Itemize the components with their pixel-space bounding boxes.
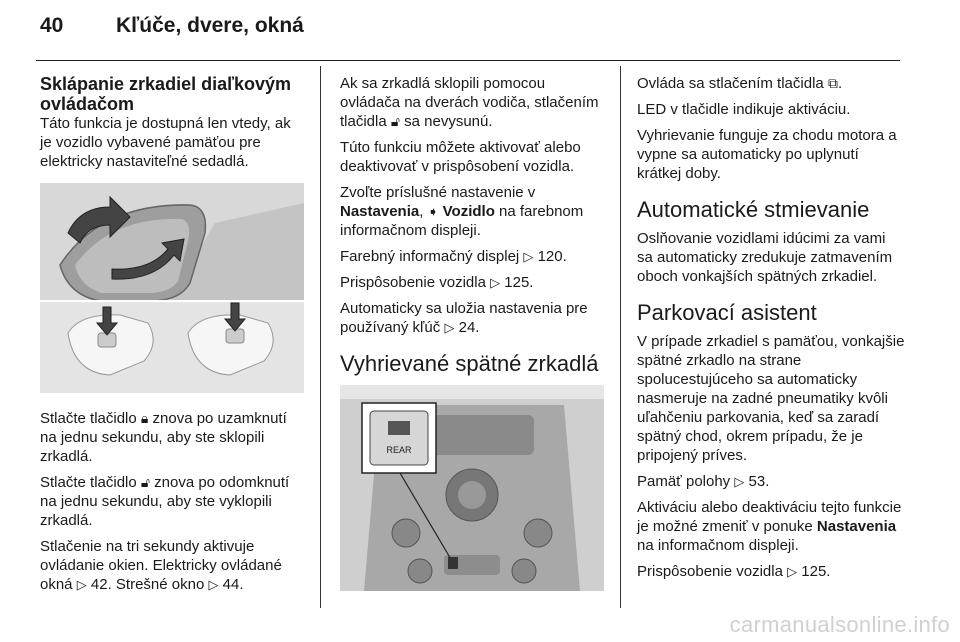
paragraph-customization: Túto funkciu môžete aktivovať alebo deaktivovať v prispôsobení vozidla.	[340, 139, 581, 175]
paragraph-settings-menu: Aktiváciu alebo deaktiváciu tejto funkcie je možné zmeniť v ponuke Nastavenia na informačnom displeji.	[637, 499, 902, 554]
header-rule	[36, 60, 900, 61]
page-number: 40	[40, 14, 64, 37]
unlock-icon: 🔓︎	[140, 474, 150, 490]
section-heading-parking-assist: Parkovací asistent	[637, 300, 817, 325]
page-ref[interactable]: 120	[537, 248, 563, 265]
paragraph-ref-display: Farebný informačný displej ▷ 120.	[340, 248, 567, 265]
page-ref-icon: ▷	[490, 275, 501, 290]
paragraph-heating: Vyhrievanie funguje za chodu motora a vypne sa automaticky po uplynutí krátkej doby.	[637, 127, 897, 182]
paragraph-ref-custom: Prispôsobenie vozidla ▷ 125.	[637, 563, 831, 580]
paragraph-parking: V prípade zrkadiel s pamäťou, vonkajšie spätné zrkadlo na strane spolucestujúceho sa automaticky nasmeruje na zadné pneumatiky kvôli uľahčeniu parkovania, keď sa zaradí spätný chod, okrem prípadu, že je pripojený príves.	[637, 333, 905, 464]
page-ref-icon: ▷	[208, 577, 219, 592]
paragraph-button: Ovláda sa stlačením tlačidla ⧉.	[637, 75, 843, 92]
lock-icon: 🔒︎	[140, 410, 149, 426]
menu-arrow-icon: ➧	[427, 204, 439, 219]
watermark: carmanualsonline.info	[729, 612, 950, 637]
page-ref[interactable]: 24	[458, 319, 476, 336]
unlock-icon: 🔓︎	[390, 113, 400, 129]
page-ref[interactable]: 125	[801, 563, 827, 580]
intro-paragraph: Táto funkcia je dostupná len vtedy, ak je vozidlo vybavené pamäťou pre elektricky nastaviteľné sedadlá.	[40, 115, 291, 170]
page-ref-icon: ▷	[787, 564, 798, 579]
rear-label: REAR	[386, 445, 412, 455]
page-ref-icon: ▷	[76, 577, 87, 592]
chapter-title: Kľúče, dvere, okná	[116, 14, 304, 37]
page-ref-icon: ▷	[444, 320, 455, 335]
page-ref[interactable]: 125	[504, 274, 530, 291]
paragraph-door-control: Ak sa zrkadlá sklopili pomocou ovládača na dverách vodiča, stlačením tlačidla 🔓︎ sa nevysunú.	[340, 75, 599, 130]
section-heading-heated-mirrors: Vyhrievané spätné zrkadlá	[340, 351, 599, 376]
section-heading-auto-dimming: Automatické stmievanie	[637, 197, 870, 222]
column-3	[637, 74, 905, 588]
column-1	[40, 74, 306, 601]
paragraph-windows: Stlačenie na tri sekundy aktivuje ovládanie okien. Elektricky ovládané okná ▷ 42. Strešné okno ▷ 44.	[40, 538, 282, 593]
page-ref-icon: ▷	[734, 474, 745, 489]
section-heading-mirror-fold: Sklápanie zrkadiel diaľkovým ovládačom	[40, 74, 292, 114]
rear-heat-icon: ⧉	[827, 75, 838, 91]
paragraph-ref-custom: Prispôsobenie vozidla ▷ 125.	[340, 274, 534, 291]
figure-center-console	[340, 385, 604, 591]
paragraph-memory: Pamäť polohy ▷ 53.	[637, 473, 770, 490]
paragraph-settings: Zvoľte príslušné nastavenie v Nastavenia, ➧ Vozidlo na farebnom informačnom displeji.	[340, 184, 584, 239]
paragraph-led: LED v tlačidle indikuje aktiváciu.	[637, 101, 851, 118]
paragraph-dimming: Oslňovanie vozidlami idúcimi za vami sa automaticky zredukuje zatmavením oboch vonkajších spätných zrkadiel.	[637, 230, 893, 285]
column-divider	[320, 66, 321, 608]
paragraph-auto-save: Automaticky sa uložia nastavenia pre používaný kľúč ▷ 24.	[340, 300, 588, 336]
page-header	[40, 14, 304, 38]
page-ref[interactable]: 42	[90, 576, 108, 593]
column-divider	[620, 66, 621, 608]
page-ref[interactable]: 44	[222, 576, 240, 593]
page-ref[interactable]: 53	[748, 473, 766, 490]
paragraph-fold: Stlačte tlačidlo 🔒︎ znova po uzamknutí na jednu sekundu, aby ste sklopili zrkadlá.	[40, 410, 287, 465]
page-ref-icon: ▷	[523, 249, 534, 264]
column-2	[340, 74, 606, 591]
figure-mirror-and-keys	[40, 183, 304, 393]
paragraph-unfold: Stlačte tlačidlo 🔓︎ znova po odomknutí na jednu sekundu, aby ste vyklopili zrkadlá.	[40, 474, 290, 529]
